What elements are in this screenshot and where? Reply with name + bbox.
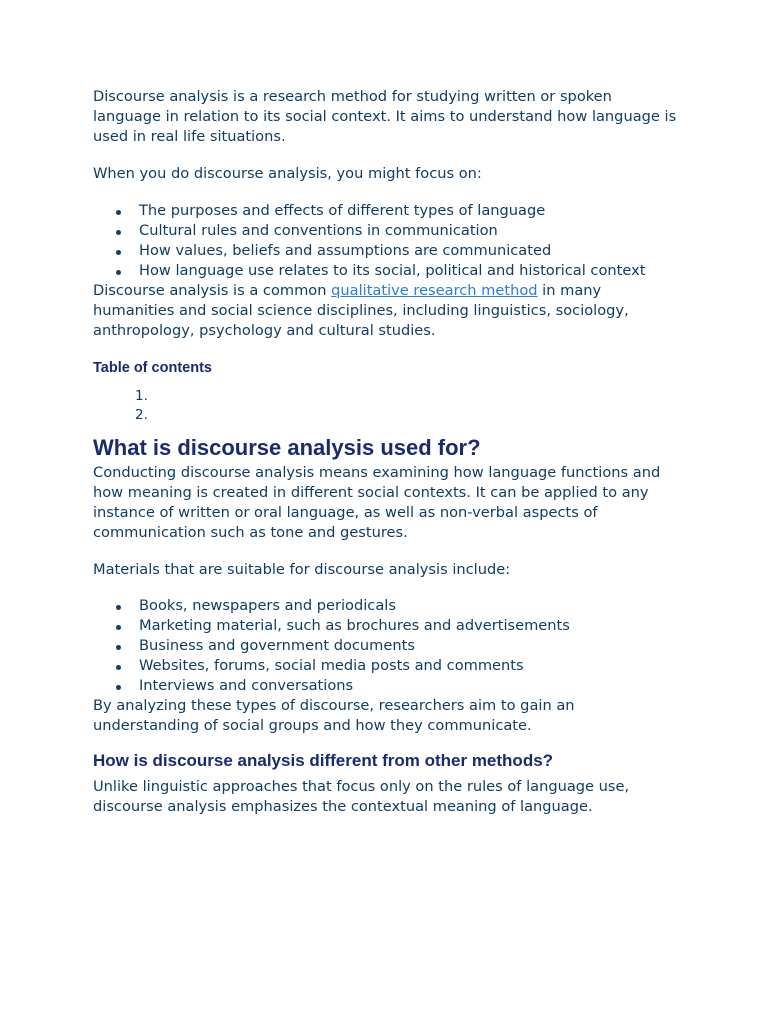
qualitative-research-method-link[interactable]: qualitative research method <box>331 282 538 299</box>
list-item <box>93 241 678 261</box>
list-item <box>93 201 678 221</box>
section-heading-used-for: What is discourse analysis used for? <box>93 435 481 460</box>
list-item-text: Books, newspapers and periodicals <box>139 597 396 614</box>
common-text-after: in many humanities and social science disciplines, including linguistics, sociology, anthropology, psychology and cultural studies. <box>93 282 629 339</box>
list-item <box>93 616 678 636</box>
bullet-icon <box>116 230 121 235</box>
list-item-text: Interviews and conversations <box>139 677 354 694</box>
different-paragraph: Unlike linguistic approaches that focus only on the rules of language use, discourse analysis emphasizes the contextual meaning of language. <box>93 778 630 815</box>
bullet-icon <box>116 250 121 255</box>
focus-lead-paragraph: When you do discourse analysis, you might focus on: <box>93 165 482 182</box>
list-item-text: The purposes and effects of different types of language <box>139 202 546 219</box>
focus-list <box>93 201 678 281</box>
list-item-text: Marketing material, such as brochures and advertisements <box>139 617 570 634</box>
list-item <box>93 676 678 696</box>
list-item-text: How language use relates to its social, political and historical context <box>139 262 646 279</box>
toc-item[interactable] <box>93 386 678 405</box>
list-item <box>93 636 678 656</box>
list-item-text: How values, beliefs and assumptions are communicated <box>139 242 552 259</box>
common-text-before: Discourse analysis is a common <box>93 282 332 299</box>
materials-lead-paragraph: Materials that are suitable for discourse analysis include: <box>93 561 511 578</box>
bullet-icon <box>116 270 121 275</box>
materials-list <box>93 596 678 696</box>
list-item <box>93 656 678 676</box>
conducting-paragraph: Conducting discourse analysis means examining how language functions and how meaning is created in different social contexts. It can be applied to any instance of written or oral language, as well as non-verbal aspects of communication such as tone and gestures. <box>93 464 661 541</box>
list-item-text: Cultural rules and conventions in communication <box>139 222 498 239</box>
analyzing-paragraph: By analyzing these types of discourse, researchers aim to gain an understanding of social groups and how they communicate. <box>93 697 575 734</box>
toc-list <box>93 386 678 424</box>
list-item <box>93 221 678 241</box>
list-item-text: Websites, forums, social media posts and comments <box>139 657 524 674</box>
section-heading-different: How is discourse analysis different from other methods? <box>93 751 554 770</box>
bullet-icon <box>116 625 121 630</box>
article-content <box>93 87 678 817</box>
intro-paragraph: Discourse analysis is a research method for studying written or spoken language in relation to its social context. It aims to understand how language is used in real life situations. <box>93 88 677 145</box>
bullet-icon <box>116 210 121 215</box>
toc-item-number: 2. <box>135 407 148 423</box>
common-method-paragraph <box>93 281 678 341</box>
toc-item-number: 1. <box>135 388 148 404</box>
list-item-text: Business and government documents <box>139 637 415 654</box>
bullet-icon <box>116 645 121 650</box>
bullet-icon <box>116 605 121 610</box>
bullet-icon <box>116 685 121 690</box>
list-item <box>93 261 678 281</box>
toc-item[interactable] <box>93 405 678 424</box>
toc-title: Table of contents <box>93 360 212 376</box>
bullet-icon <box>116 665 121 670</box>
list-item <box>93 596 678 616</box>
